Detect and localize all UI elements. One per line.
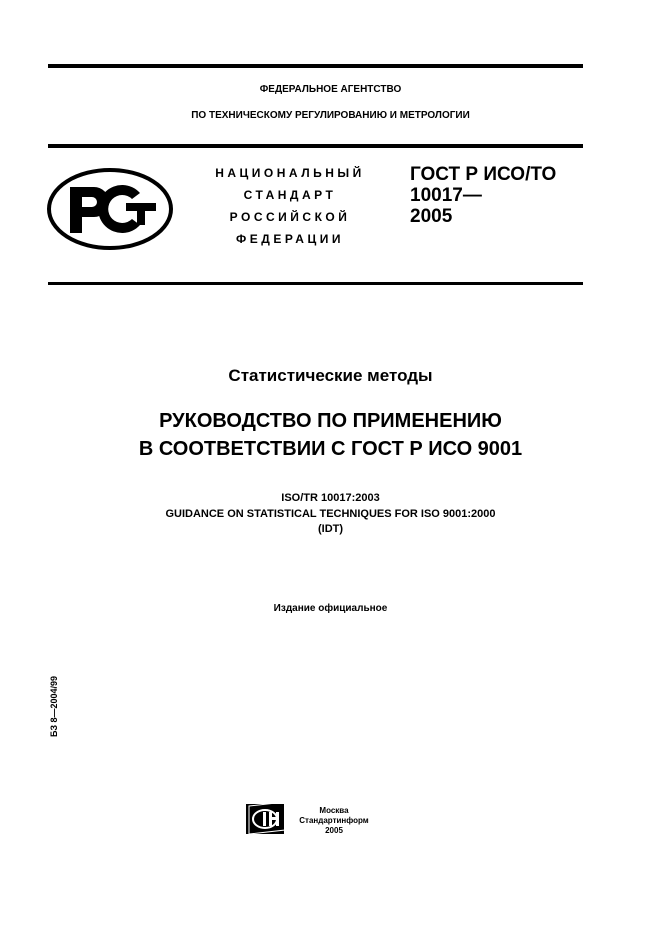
standard-code-line-3: 2005 bbox=[410, 206, 453, 227]
top-rule bbox=[48, 64, 583, 68]
publisher-year: 2005 bbox=[325, 826, 343, 835]
gost-r-certification-mark-icon bbox=[46, 167, 174, 251]
standard-code-line-2: 10017— bbox=[410, 185, 482, 206]
national-line-4: ФЕДЕРАЦИИ bbox=[236, 232, 344, 246]
national-standard-label bbox=[190, 162, 390, 250]
agency-line-1: ФЕДЕРАЛЬНОЕ АГЕНТСТВО bbox=[259, 84, 402, 95]
national-line-1: НАЦИОНАЛЬНЫЙ bbox=[215, 166, 365, 180]
main-title-line-2: В СООТВЕТСТВИИ С ГОСТ Р ИСО 9001 bbox=[138, 438, 523, 460]
idt-label: (IDT) bbox=[317, 523, 344, 535]
iso-title: GUIDANCE ON STATISTICAL TECHNIQUES FOR ISO 9001:2000 bbox=[165, 508, 496, 520]
section-rule bbox=[48, 282, 583, 285]
subtitle: Статистические методы bbox=[228, 366, 433, 385]
publisher-text bbox=[298, 806, 370, 836]
national-line-2: СТАНДАРТ bbox=[243, 188, 337, 202]
standard-code bbox=[410, 164, 556, 227]
agency-line-2: ПО ТЕХНИЧЕСКОМУ РЕГУЛИРОВАНИЮ И МЕТРОЛОГИИ bbox=[191, 110, 470, 121]
edition-label: Издание официальное bbox=[273, 603, 388, 614]
side-code: БЗ 8—2004/99 bbox=[49, 675, 59, 737]
standard-code-line-1: ГОСТ Р ИСО/ТО bbox=[410, 164, 557, 185]
main-title-line-1: РУКОВОДСТВО ПО ПРИМЕНЕНИЮ bbox=[159, 410, 502, 432]
iso-code: ISO/TR 10017:2003 bbox=[281, 492, 380, 504]
national-line-3: РОССИЙСКОЙ bbox=[229, 210, 351, 224]
publisher-name: Стандартинформ bbox=[299, 816, 369, 825]
publisher-city: Москва bbox=[319, 806, 349, 815]
header-rule bbox=[48, 144, 583, 148]
standartinform-logo-icon bbox=[243, 800, 289, 836]
